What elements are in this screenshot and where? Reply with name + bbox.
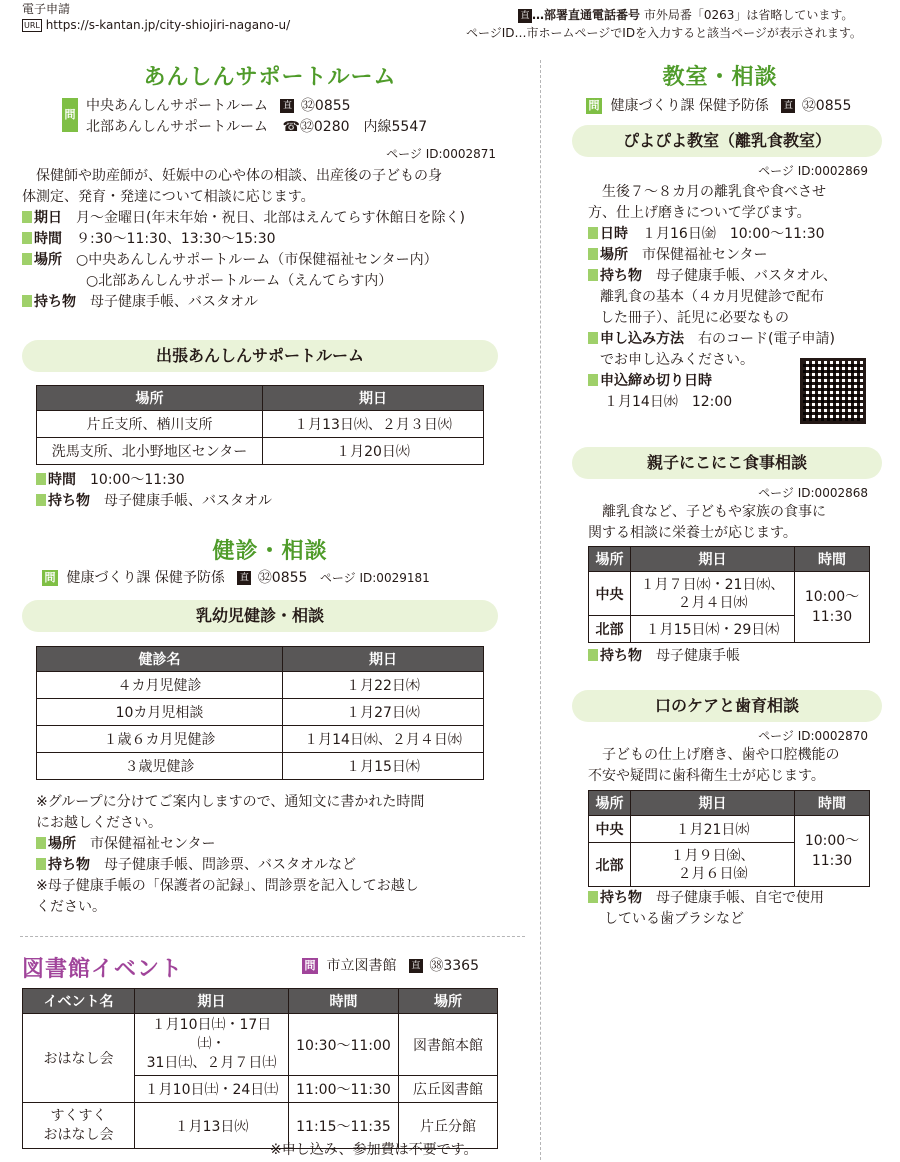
direct-phone-icon: 直 bbox=[781, 99, 795, 113]
library-title: 図書館イベント bbox=[22, 957, 184, 982]
table-cell: おはなし会 bbox=[23, 1014, 135, 1103]
library-footnote: ※申し込み、参加費は不要です。 bbox=[270, 1142, 478, 1158]
kuchi-desc1: 子どもの仕上げ磨き、歯や口腔機能の bbox=[588, 747, 840, 763]
column-divider bbox=[540, 60, 541, 1160]
table-row bbox=[37, 438, 484, 465]
table-cell: １月20日㈫ bbox=[263, 438, 484, 465]
anshin-central: 中央あんしんサポートルーム bbox=[86, 98, 268, 114]
kuchi-desc bbox=[588, 745, 888, 787]
table-header: 時間 bbox=[795, 547, 870, 572]
toi-icon: 問 bbox=[62, 98, 78, 132]
kuchi-mochimono2: している歯ブラシなど bbox=[604, 911, 744, 927]
kenshin-note1b: にお越しください。 bbox=[36, 815, 162, 831]
table-header: 時間 bbox=[289, 989, 399, 1014]
oyako-desc1: 離乳食など、子どもや家族の食事に bbox=[588, 504, 826, 520]
kenshin-details bbox=[36, 792, 516, 918]
piyopiyo-mochimono2: 離乳食の基本（４カ月児健診で配布 bbox=[600, 289, 824, 305]
kyoshitsu-title: 教室・相談 bbox=[662, 65, 778, 90]
table-cell bbox=[135, 1014, 289, 1076]
r1-date-b: 31日㈯、２月７日㈯ bbox=[146, 1055, 277, 1071]
direct-phone-icon: 直 bbox=[518, 9, 532, 23]
kuchi-r2-date-a: １月９日㈮、 bbox=[670, 847, 755, 864]
kyoshitsu-dept: 健康づくり課 保健予防係 bbox=[610, 98, 769, 114]
table-header: 期日 bbox=[631, 547, 795, 572]
jikan-label: 時間 bbox=[22, 229, 62, 250]
piyopiyo-basho: 市保健福祉センター bbox=[642, 247, 768, 263]
table-row bbox=[589, 572, 870, 616]
sukusuku-a: すくすく bbox=[50, 1107, 107, 1124]
table-cell: 広丘図書館 bbox=[399, 1076, 498, 1103]
table-header-row bbox=[37, 647, 484, 672]
table-cell: 洗馬支所、北小野地区センター bbox=[37, 438, 263, 465]
table-row bbox=[23, 1014, 498, 1076]
kenshin-note1a: ※グループに分けてご案内しますので、通知文に書かれた時間 bbox=[36, 794, 425, 810]
direct-phone-icon: 直 bbox=[237, 571, 251, 585]
note1-rest: 市外局番「0263」は省略しています。 bbox=[643, 8, 854, 22]
oyako-r1-date-a: １月７日㈬・21日㈬、 bbox=[640, 576, 785, 593]
table-header-row bbox=[589, 547, 870, 572]
table-row bbox=[37, 411, 484, 438]
table-header: 場所 bbox=[37, 386, 263, 411]
table-cell: ４カ月児健診 bbox=[37, 672, 283, 699]
table-cell: １月22日㈭ bbox=[283, 672, 484, 699]
table-header-row bbox=[37, 386, 484, 411]
table-cell: 10:30～11:00 bbox=[289, 1014, 399, 1076]
moushikomi-label: 申し込み方法 bbox=[588, 329, 684, 350]
kuchi-mochimono1: 母子健康手帳、自宅で使用 bbox=[656, 890, 824, 906]
kenshin-note2b: ください。 bbox=[36, 899, 106, 915]
kyoshitsu-contact bbox=[586, 96, 851, 117]
oyako-mochimono-line bbox=[588, 646, 740, 667]
kenshin-tel: ㉜0855 bbox=[257, 570, 308, 586]
kuchi-table bbox=[588, 790, 870, 887]
table-header: 期日 bbox=[631, 791, 795, 816]
anshin-page-id: ページ ID:0002871 bbox=[386, 147, 496, 161]
oyako-page-id: ページ ID:0002868 bbox=[758, 486, 868, 500]
table-cell bbox=[795, 572, 870, 643]
table-cell: １月27日㈫ bbox=[283, 699, 484, 726]
nichiji-label: 日時 bbox=[588, 224, 628, 245]
table-header-row bbox=[23, 989, 498, 1014]
table-row bbox=[37, 726, 484, 753]
kenshin-contact bbox=[42, 568, 430, 589]
kenshin-title: 健診・相談 bbox=[212, 539, 328, 564]
kuchi-r2-date-b: ２月６日㈮ bbox=[677, 865, 748, 882]
anshin-north: 北部あんしんサポートルーム bbox=[86, 119, 268, 135]
denshi-label: 電子申請 bbox=[22, 2, 71, 16]
piyopiyo-desc2: 方、仕上げ磨きについて学びます。 bbox=[588, 205, 811, 221]
table-cell: 北部 bbox=[589, 843, 631, 887]
anshin-north-tel: ☎㉜0280 内線5547 bbox=[282, 119, 428, 135]
shutcho-table bbox=[36, 385, 484, 465]
basho-label: 場所 bbox=[588, 245, 628, 266]
piyopiyo-shimekiri: １月14日㈬ 12:00 bbox=[604, 394, 733, 410]
shutcho-banner: 出張あんしんサポートルーム bbox=[22, 340, 498, 372]
anshin-body bbox=[22, 166, 522, 313]
mochimono-label: 持ち物 bbox=[22, 292, 76, 313]
table-header: 場所 bbox=[589, 547, 631, 572]
shimekiri-label: 申込締め切り日時 bbox=[588, 371, 712, 392]
table-cell: 中央 bbox=[589, 572, 631, 616]
anshin-contact bbox=[62, 96, 427, 138]
piyopiyo-desc1: 生後７～８カ月の離乳食や食べさせ bbox=[588, 184, 826, 200]
kijitsu-label: 期日 bbox=[22, 208, 62, 229]
table-cell: １歳６カ月児健診 bbox=[37, 726, 283, 753]
jikan-label: 時間 bbox=[36, 470, 76, 491]
table-header: イベント名 bbox=[23, 989, 135, 1014]
anshin-kijitsu: 月～金曜日(年末年始・祝日、北部はえんてらす休館日を除く) bbox=[76, 210, 465, 226]
shutcho-details bbox=[36, 470, 272, 512]
table-cell: 図書館本館 bbox=[399, 1014, 498, 1076]
qr-code-icon[interactable] bbox=[800, 358, 866, 424]
sukusuku-b: おはなし会 bbox=[43, 1126, 114, 1143]
kenshin-page-id: ページ ID:0029181 bbox=[319, 571, 430, 585]
toi-icon: 問 bbox=[586, 98, 602, 114]
basho-label: 場所 bbox=[22, 250, 62, 271]
kuchi-time-a: 10:00～ bbox=[804, 833, 860, 849]
kenshin-mochimono: 母子健康手帳、問診票、バスタオルなど bbox=[104, 857, 356, 873]
toi-icon: 問 bbox=[42, 570, 58, 586]
piyopiyo-mochimono1: 母子健康手帳、バスタオル、 bbox=[656, 268, 837, 284]
mochimono-label: 持ち物 bbox=[36, 855, 90, 876]
table-row bbox=[37, 753, 484, 780]
oyako-r1-date-b: ２月４日㈬ bbox=[677, 594, 748, 611]
table-row bbox=[37, 672, 484, 699]
nyuyoji-banner: 乳幼児健診・相談 bbox=[22, 600, 498, 632]
header-note2: ページID…市ホームページでIDを入力すると該当ページが表示されます。 bbox=[466, 26, 862, 40]
table-cell: １月10日㈯・24日㈯ bbox=[135, 1076, 289, 1103]
table-cell: 片丘支所、楢川支所 bbox=[37, 411, 263, 438]
table-cell: ３歳児健診 bbox=[37, 753, 283, 780]
anshin-basho2: ○北部あんしんサポートルーム（えんてらす内） bbox=[86, 273, 393, 289]
table-header: 期日 bbox=[263, 386, 484, 411]
table-cell: １月13日㈫、２月３日㈫ bbox=[263, 411, 484, 438]
kuchi-mochimono bbox=[588, 888, 888, 930]
section-divider bbox=[20, 936, 525, 937]
shutcho-mochimono: 母子健康手帳、バスタオル bbox=[104, 493, 272, 509]
library-dept: 市立図書館 bbox=[326, 958, 397, 974]
piyopiyo-moushikomi2: でお申し込みください。 bbox=[600, 352, 754, 368]
kuchi-banner: 口のケアと歯育相談 bbox=[572, 690, 882, 722]
table-cell: 11:00～11:30 bbox=[289, 1076, 399, 1103]
mochimono-label: 持ち物 bbox=[36, 491, 90, 512]
table-header: 場所 bbox=[399, 989, 498, 1014]
anshin-desc2: 体測定、発育・発達について相談に応じます。 bbox=[22, 189, 315, 205]
note1-bold: …部署直通電話番号 bbox=[532, 8, 641, 22]
library-contact bbox=[302, 956, 479, 977]
table-cell bbox=[795, 816, 870, 887]
table-cell: 中央 bbox=[589, 816, 631, 843]
anshin-title: あんしんサポートルーム bbox=[143, 65, 397, 90]
library-table bbox=[22, 988, 498, 1149]
toi-icon: 問 bbox=[302, 958, 318, 974]
url-icon: URL bbox=[24, 21, 40, 30]
anshin-jikan: ９:30～11:30、13:30～15:30 bbox=[76, 231, 276, 247]
library-tel: ㊳3365 bbox=[429, 958, 479, 974]
table-header: 時間 bbox=[795, 791, 870, 816]
anshin-basho1: ○中央あんしんサポートルーム（市保健福祉センター内） bbox=[76, 252, 438, 268]
shutcho-jikan: 10:00～11:30 bbox=[90, 472, 185, 488]
kenshin-table bbox=[36, 646, 484, 780]
piyopiyo-mochimono3: した冊子）、託児に必要なもの bbox=[600, 310, 789, 326]
anshin-central-tel: ㉜0855 bbox=[300, 98, 351, 114]
table-cell: 10カ月児相談 bbox=[37, 699, 283, 726]
mochimono-label: 持ち物 bbox=[588, 266, 642, 287]
table-cell: 11:15～11:35 bbox=[289, 1103, 399, 1149]
table-header: 健診名 bbox=[37, 647, 283, 672]
basho-label: 場所 bbox=[36, 834, 76, 855]
direct-phone-icon: 直 bbox=[280, 99, 294, 113]
piyopiyo-moushikomi1: 右のコード(電子申請) bbox=[698, 331, 835, 347]
kuchi-desc2: 不安や疑問に歯科衛生士が応じます。 bbox=[588, 768, 825, 784]
kenshin-note2a: ※母子健康手帳の「保護者の記録」、問診票を記入してお越し bbox=[36, 878, 419, 894]
r1-date-a: １月10日㈯・17日㈯・ bbox=[151, 1017, 272, 1052]
table-header-row bbox=[589, 791, 870, 816]
table-header: 期日 bbox=[135, 989, 289, 1014]
direct-phone-icon: 直 bbox=[409, 959, 423, 973]
table-cell: １月15日㈭ bbox=[283, 753, 484, 780]
oyako-banner: 親子にこにこ食事相談 bbox=[572, 447, 882, 479]
denshi-url[interactable]: https://s-kantan.jp/city-shiojiri-nagano-u/ bbox=[45, 18, 291, 32]
kenshin-dept: 健康づくり課 保健予防係 bbox=[66, 570, 225, 586]
table-cell: １月13日㈫ bbox=[135, 1103, 289, 1149]
anshin-desc1: 保健師や助産師が、妊娠中の心や体の相談、出産後の子どもの身 bbox=[22, 168, 442, 184]
table-header: 場所 bbox=[589, 791, 631, 816]
table-row bbox=[589, 816, 870, 843]
mochimono-label: 持ち物 bbox=[588, 646, 642, 667]
table-cell bbox=[631, 572, 795, 616]
table-cell: １月15日㈭・29日㈭ bbox=[631, 616, 795, 643]
kuchi-time-b: 11:30 bbox=[811, 853, 853, 869]
piyopiyo-nichiji: １月16日㈮ 10:00～11:30 bbox=[642, 226, 825, 242]
table-cell bbox=[631, 843, 795, 887]
header-note1 bbox=[518, 6, 853, 23]
table-cell: 片丘分館 bbox=[399, 1103, 498, 1149]
table-row bbox=[37, 699, 484, 726]
oyako-table bbox=[588, 546, 870, 643]
oyako-time-a: 10:00～ bbox=[804, 589, 860, 605]
anshin-mochimono: 母子健康手帳、バスタオル bbox=[90, 294, 258, 310]
oyako-desc2: 関する相談に栄養士が応じます。 bbox=[588, 525, 797, 541]
oyako-mochimono: 母子健康手帳 bbox=[656, 648, 740, 664]
table-cell: １月14日㈬、２月４日㈬ bbox=[283, 726, 484, 753]
table-cell: １月21日㈬ bbox=[631, 816, 795, 843]
table-header: 期日 bbox=[283, 647, 484, 672]
oyako-time-b: 11:30 bbox=[811, 609, 853, 625]
url-line bbox=[22, 18, 290, 32]
oyako-desc bbox=[588, 502, 888, 544]
mochimono-label: 持ち物 bbox=[588, 888, 642, 909]
kenshin-basho: 市保健福祉センター bbox=[90, 836, 216, 852]
table-cell: 北部 bbox=[589, 616, 631, 643]
piyopiyo-page-id: ページ ID:0002869 bbox=[758, 164, 868, 178]
kyoshitsu-tel: ㉜0855 bbox=[801, 98, 852, 114]
kuchi-page-id: ページ ID:0002870 bbox=[758, 729, 868, 743]
piyopiyo-banner: ぴよぴよ教室（離乳食教室） bbox=[572, 125, 882, 157]
table-cell bbox=[23, 1103, 135, 1149]
